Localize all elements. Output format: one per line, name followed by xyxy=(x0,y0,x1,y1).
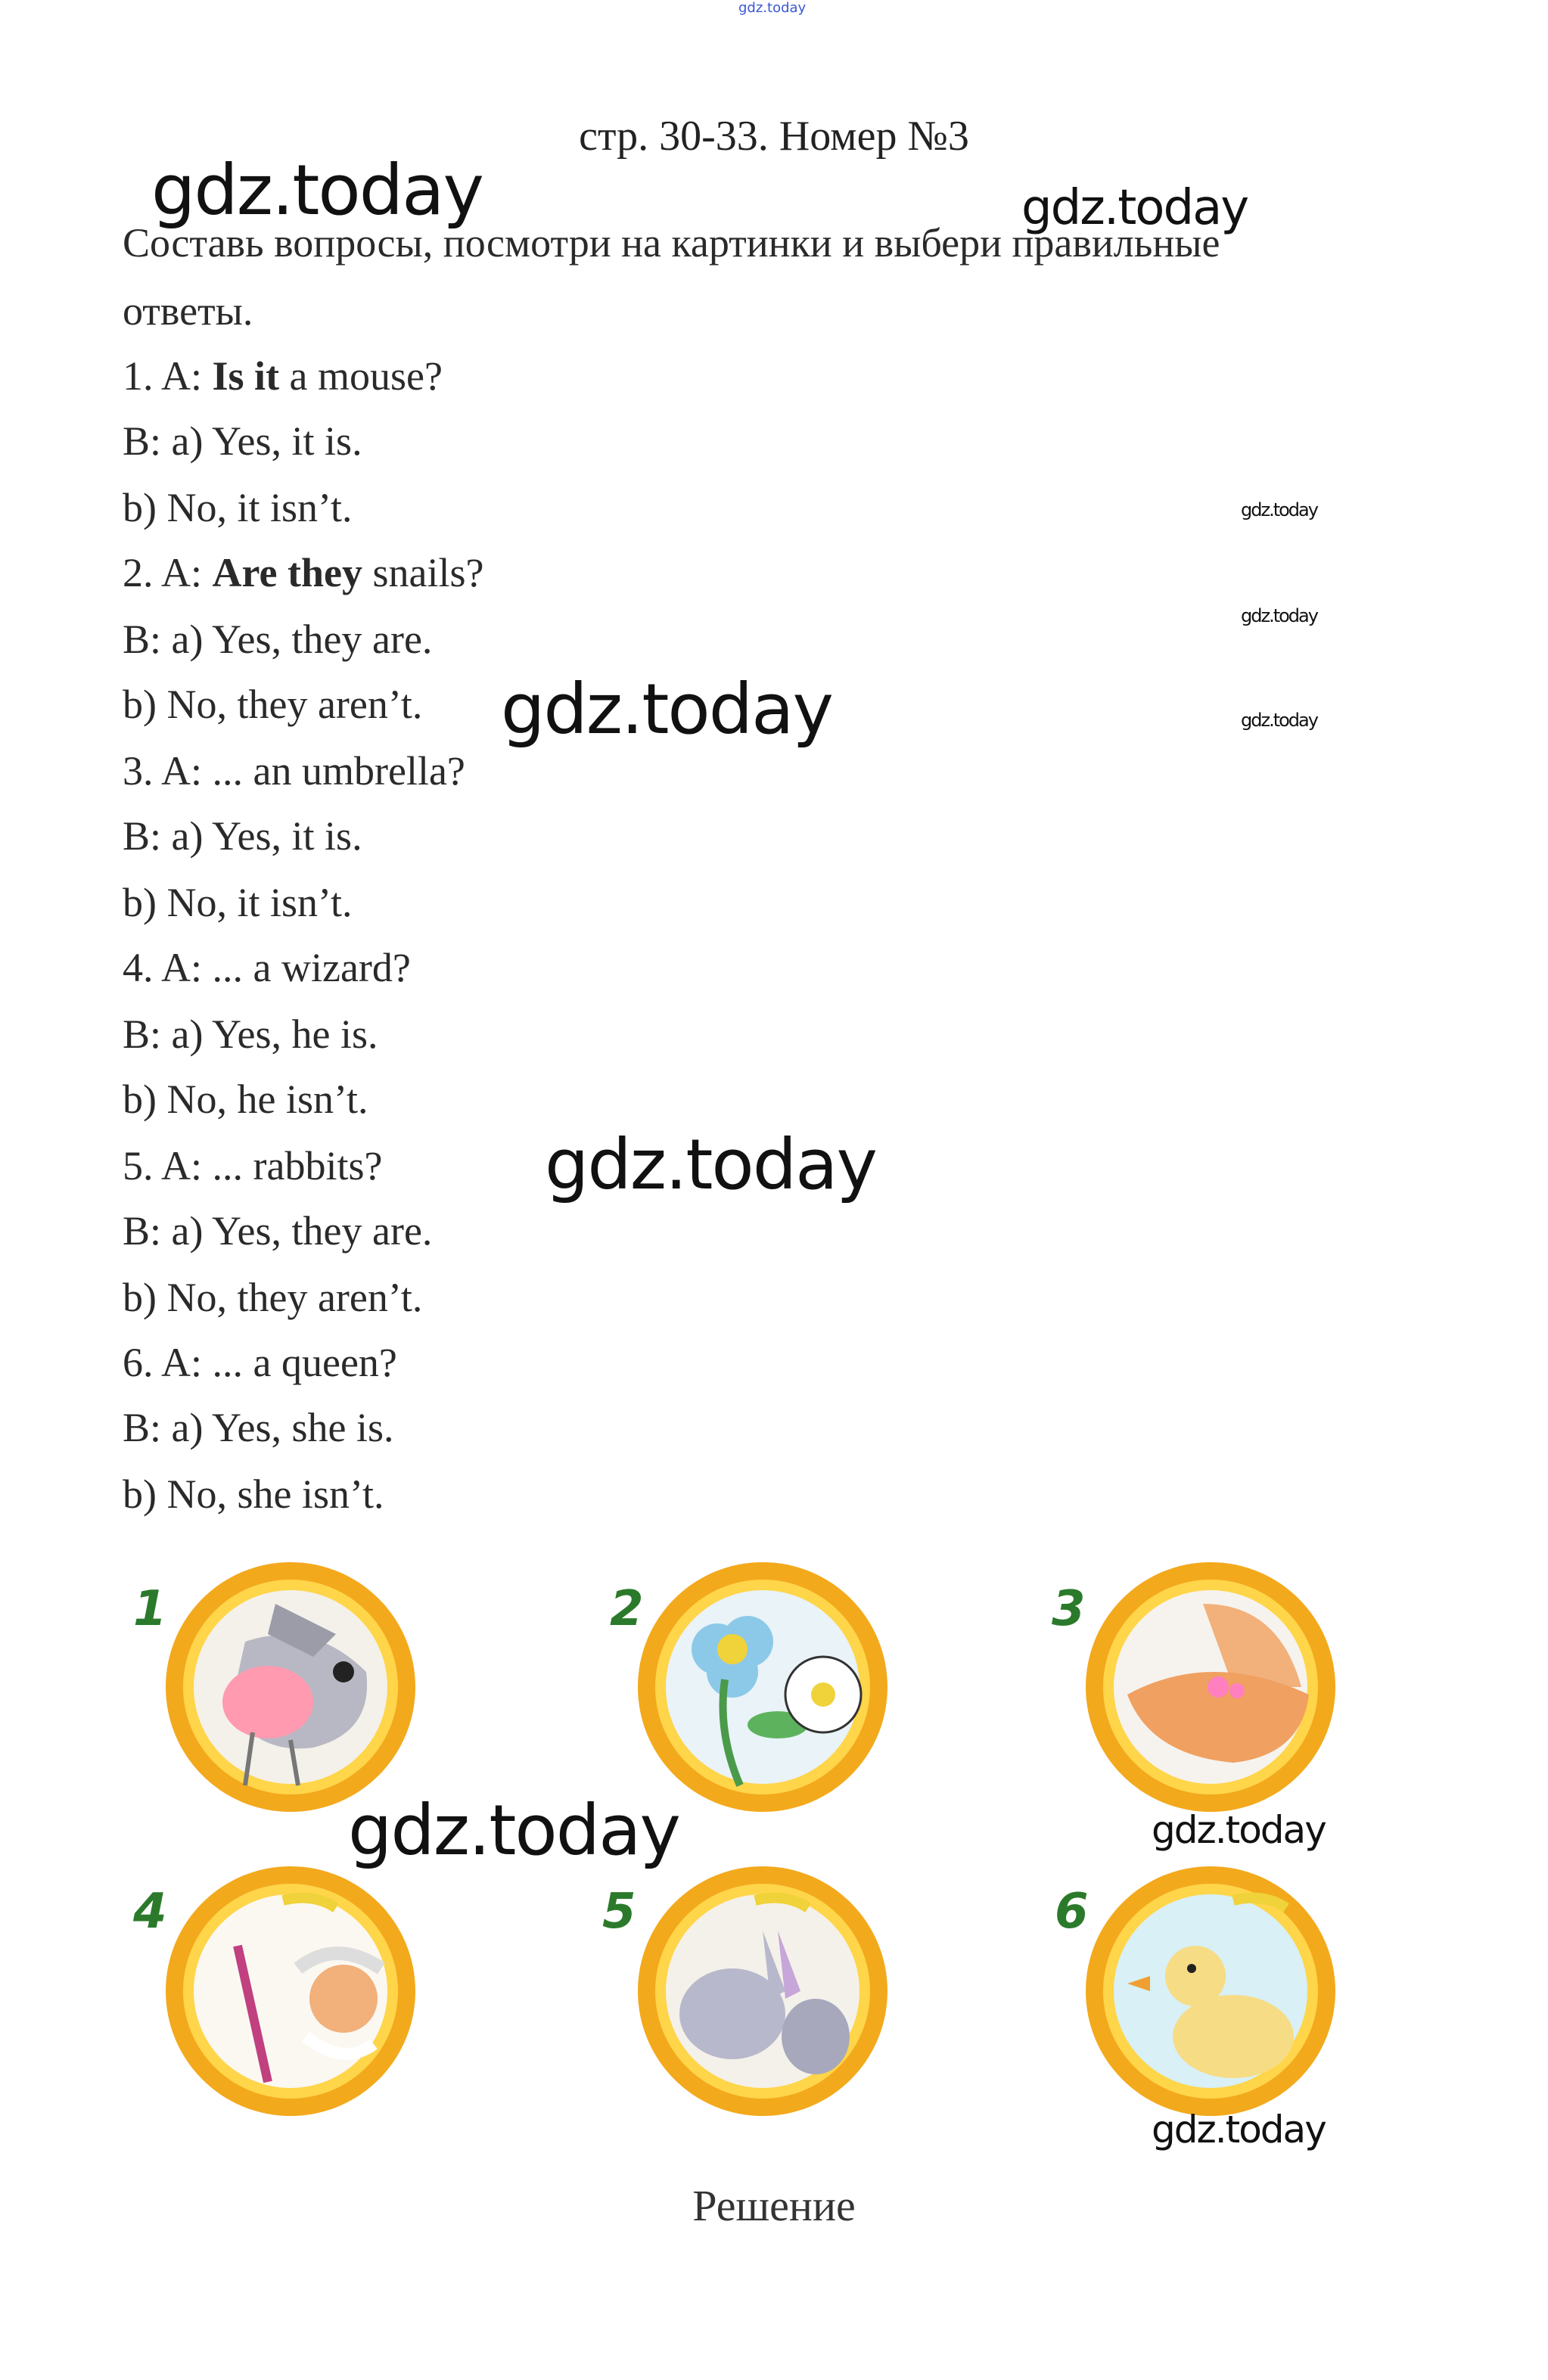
picture-rabbits xyxy=(634,1863,891,2120)
picture-mouse xyxy=(162,1558,419,1816)
picture-number-1: 1 xyxy=(133,1581,167,1637)
watermark: gdz.today xyxy=(501,669,832,750)
picture-number-4: 4 xyxy=(133,1884,167,1940)
question-1-bold: Is it xyxy=(212,353,280,399)
solution-label: Решение xyxy=(692,2181,856,2230)
question-4: 4. A: ... a wizard? xyxy=(123,945,411,990)
question-2-bold: Are they xyxy=(212,550,362,595)
answer-3a: B: a) Yes, it is. xyxy=(123,813,362,859)
answer-1a: B: a) Yes, it is. xyxy=(123,418,362,464)
question-3: 3. A: ... an umbrella? xyxy=(123,748,465,794)
picture-flowers xyxy=(634,1558,891,1816)
watermark: gdz.today xyxy=(348,1790,679,1871)
picture-wizard xyxy=(162,1863,419,2120)
watermark: gdz.today xyxy=(151,150,483,231)
picture-number-6: 6 xyxy=(1055,1884,1089,1940)
instruction-line-1: Составь вопросы, посмотри на картинки и выбери правильные xyxy=(123,220,1220,266)
answer-6a: B: a) Yes, she is. xyxy=(123,1405,394,1450)
question-2-prefix: 2. A: xyxy=(123,550,213,595)
picture-hat xyxy=(1082,1558,1339,1816)
watermark: gdz.today xyxy=(1021,180,1248,236)
question-1-rest: a mouse? xyxy=(279,353,443,399)
picture-number-5: 5 xyxy=(602,1884,636,1940)
watermark-top: gdz.today xyxy=(738,0,807,16)
picture-number-3: 3 xyxy=(1052,1581,1086,1637)
watermark: gdz.today xyxy=(1152,2108,1326,2152)
question-5: 5. A: ... rabbits? xyxy=(123,1143,383,1188)
question-2 xyxy=(123,549,483,596)
page-title: стр. 30-33. Номер №3 xyxy=(579,113,969,160)
answer-2a: B: a) Yes, they are. xyxy=(123,617,433,662)
instruction-line-2: ответы. xyxy=(123,288,253,334)
answer-4a: B: a) Yes, he is. xyxy=(123,1011,378,1057)
answer-2b: b) No, they aren’t. xyxy=(123,682,423,727)
watermark: gdz.today xyxy=(1241,710,1317,731)
picture-number-2: 2 xyxy=(610,1581,644,1637)
answer-6b: b) No, she isn’t. xyxy=(123,1471,384,1517)
watermark: gdz.today xyxy=(1241,605,1317,626)
picture-duck xyxy=(1082,1863,1339,2120)
answer-1b: b) No, it isn’t. xyxy=(123,485,353,530)
answer-4b: b) No, he isn’t. xyxy=(123,1077,368,1122)
question-1-prefix: 1. A: xyxy=(123,353,213,399)
watermark: gdz.today xyxy=(1241,499,1317,520)
question-1 xyxy=(123,353,443,399)
watermark: gdz.today xyxy=(545,1124,876,1205)
answer-3b: b) No, it isn’t. xyxy=(123,880,353,925)
watermark: gdz.today xyxy=(1152,1808,1326,1852)
question-6: 6. A: ... a queen? xyxy=(123,1340,397,1385)
answer-5b: b) No, they aren’t. xyxy=(123,1275,423,1320)
question-2-rest: snails? xyxy=(362,550,484,595)
answer-5a: B: a) Yes, they are. xyxy=(123,1208,433,1254)
